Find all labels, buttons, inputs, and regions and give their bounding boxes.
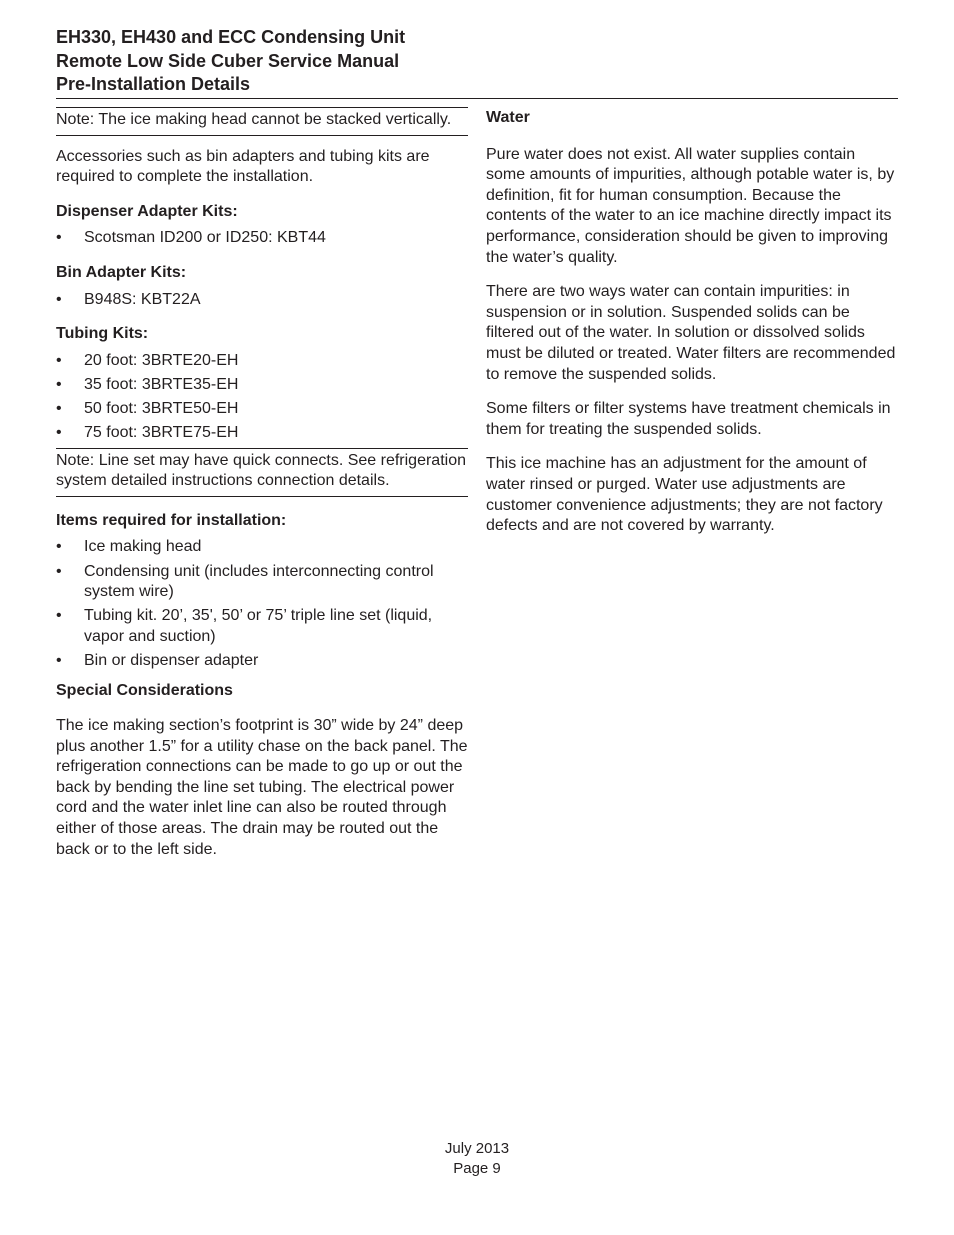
line-set-note: Note: Line set may have quick connects. See refrigeration system detailed instructions connection details. xyxy=(56,448,468,497)
page-number: Page 9 xyxy=(453,1160,501,1177)
special-considerations-paragraph: The ice making section’s footprint is 30” wide by 24” deep plus another 1.5” for a utility chase on the back panel. The refrigeration connections can be made to go up or out the back by bending the line set tubing. The electrical power cord and the water inlet line can also be routed through either of those areas. The drain may be routed out the back or to the left side. xyxy=(56,717,468,858)
list-item-text: 75 foot: 3BRTE75-EH xyxy=(84,424,239,442)
list-item-text: B948S: KBT22A xyxy=(84,290,201,308)
tubing-kits-list xyxy=(56,351,468,444)
header-divider xyxy=(56,98,898,99)
bin-kits-list xyxy=(56,290,468,311)
manual-model-title: EH330, EH430 and ECC Condensing Unit xyxy=(56,27,406,47)
water-paragraph: This ice machine has an adjustment for the amount of water rinsed or purged. Water use adjustments are customer convenience adjustments; they are not factory defects and are not covered by warranty. xyxy=(486,455,883,535)
list-item xyxy=(56,562,468,603)
water-paragraph: There are two ways water can contain impurities: in suspension or in solution. Suspended solids can be filtered out of the water. In solution or dissolved solids must be diluted or treated. Water filters are recommended to remove the suspended solids. xyxy=(486,283,896,383)
left-column xyxy=(56,107,468,860)
bullet-icon: • xyxy=(56,424,62,442)
list-item-text: Condensing unit (includes interconnecting control system wire) xyxy=(84,562,434,601)
manual-type-title: Remote Low Side Cuber Service Manual xyxy=(56,50,400,71)
stacking-note: Note: The ice making head cannot be stacked vertically. xyxy=(56,107,468,136)
bullet-icon: • xyxy=(56,290,62,308)
list-item xyxy=(56,606,468,647)
bullet-icon: • xyxy=(56,562,62,580)
publication-date: July 2013 xyxy=(444,1140,510,1157)
list-item-text: Ice making head xyxy=(84,538,202,556)
bullet-icon: • xyxy=(56,538,62,556)
list-item xyxy=(56,375,468,396)
bullet-icon: • xyxy=(56,607,62,625)
list-item xyxy=(56,651,468,672)
list-item xyxy=(56,423,468,444)
dispenser-kits-heading: Dispenser Adapter Kits: xyxy=(56,202,238,220)
page-footer xyxy=(0,1139,954,1179)
section-title: Pre-Installation Details xyxy=(56,74,251,94)
page-header xyxy=(56,26,898,97)
bullet-icon: • xyxy=(56,651,62,669)
bullet-icon: • xyxy=(56,229,62,247)
list-item xyxy=(56,351,468,372)
required-items-heading: Items required for installation: xyxy=(56,511,287,529)
tubing-kits-heading: Tubing Kits: xyxy=(56,325,149,343)
required-items-list xyxy=(56,537,468,671)
bullet-icon: • xyxy=(56,399,62,417)
list-item xyxy=(56,537,468,558)
list-item-text: Tubing kit. 20’, 35', 50’ or 75’ triple line set (liquid, vapor and suction) xyxy=(84,607,433,645)
list-item-text: Scotsman ID200 or ID250: KBT44 xyxy=(84,229,326,247)
bullet-icon: • xyxy=(56,375,62,393)
bin-kits-heading: Bin Adapter Kits: xyxy=(56,263,187,281)
water-heading: Water xyxy=(486,109,530,126)
list-item xyxy=(56,290,468,311)
list-item-text: 35 foot: 3BRTE35-EH xyxy=(84,375,239,393)
dispenser-kits-list xyxy=(56,228,468,249)
list-item xyxy=(56,399,468,420)
list-item-text: 20 foot: 3BRTE20-EH xyxy=(84,351,239,369)
water-paragraph: Pure water does not exist. All water supplies contain some amounts of impurities, although potable water is, by definition, fit for human consumption. Because the contents of the water to an ice machine directly impact its performance, consideration should be given to improving the water’s quality. xyxy=(486,145,895,266)
water-paragraph: Some filters or filter systems have treatment chemicals in them for treating the suspended solids. xyxy=(486,400,891,438)
bullet-icon: • xyxy=(56,351,62,369)
list-item xyxy=(56,228,468,249)
list-item-text: Bin or dispenser adapter xyxy=(84,651,259,669)
right-column xyxy=(486,108,898,551)
list-item-text: 50 foot: 3BRTE50-EH xyxy=(84,399,239,417)
special-considerations-heading: Special Considerations xyxy=(56,682,233,700)
accessories-paragraph: Accessories such as bin adapters and tubing kits are required to complete the installation. xyxy=(56,147,430,186)
